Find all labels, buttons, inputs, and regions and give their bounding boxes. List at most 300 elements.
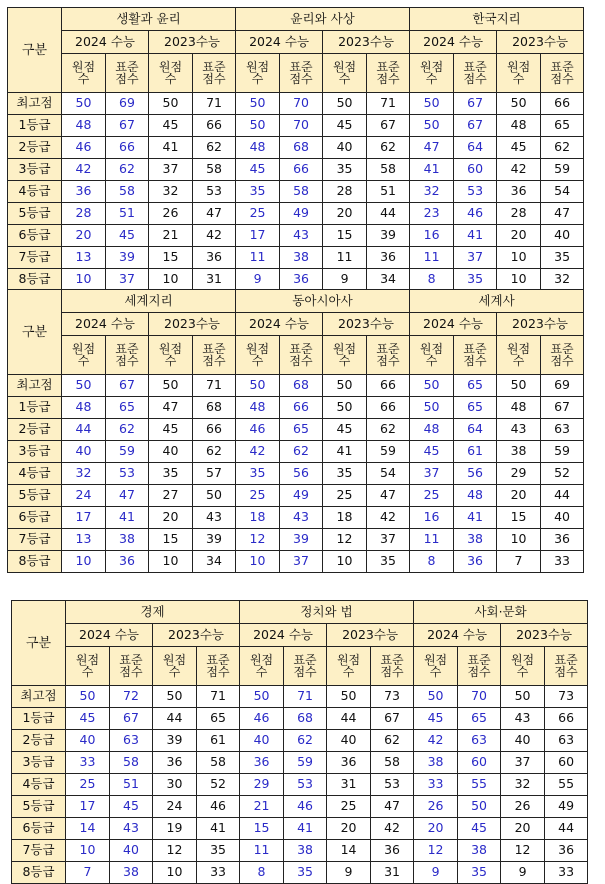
std-score-2024: 60 — [454, 159, 497, 181]
subject-header: 한국지리 — [410, 8, 584, 31]
raw-score-2024: 48 — [410, 419, 454, 441]
table-row — [8, 551, 584, 573]
header-line: 원점 — [158, 342, 183, 356]
raw-score-2023: 43 — [497, 419, 541, 441]
raw-score-2024: 50 — [410, 93, 454, 115]
raw-score-2024: 41 — [410, 159, 454, 181]
std-score-2024: 36 — [280, 269, 323, 291]
grade-cut-table — [11, 600, 588, 884]
raw-score-2023: 20 — [497, 225, 541, 247]
year-2023-header: 2023수능 — [149, 31, 236, 54]
std-score-2024: 41 — [454, 225, 497, 247]
raw-score-2024: 25 — [236, 203, 280, 225]
std-score-2024: 48 — [454, 485, 497, 507]
raw-score-2023: 50 — [323, 397, 367, 419]
grade-cut-table — [7, 7, 584, 291]
grade-label: 1등급 — [12, 708, 66, 730]
table-row — [8, 137, 584, 159]
std-score-2024: 70 — [458, 686, 501, 708]
header-line: 점수 — [463, 354, 487, 368]
table-row — [8, 507, 584, 529]
raw-score-2023: 10 — [149, 551, 193, 573]
table-row — [8, 441, 584, 463]
std-score-2024: 67 — [454, 93, 497, 115]
raw-score-2024: 23 — [410, 203, 454, 225]
std-score-2024: 40 — [110, 840, 153, 862]
std-score-2023: 54 — [367, 463, 410, 485]
year-2024-header: 2024 수능 — [62, 313, 149, 336]
std-score-2024: 43 — [280, 507, 323, 529]
header-line: 수 — [425, 72, 438, 86]
raw-score-2023: 15 — [497, 507, 541, 529]
raw-score-2023: 32 — [149, 181, 193, 203]
raw-score-header — [410, 54, 454, 93]
raw-score-2023: 10 — [497, 247, 541, 269]
header-line: 원점 — [332, 60, 357, 74]
raw-score-header — [149, 54, 193, 93]
table-row — [8, 181, 584, 203]
std-score-2024: 53 — [284, 774, 327, 796]
raw-score-2023: 50 — [327, 686, 371, 708]
header-line: 표준 — [376, 342, 400, 356]
std-score-2023: 52 — [197, 774, 240, 796]
std-score-2023: 35 — [541, 247, 584, 269]
std-score-2024: 58 — [280, 181, 323, 203]
raw-score-2024: 50 — [66, 686, 110, 708]
year-2023-header: 2023수능 — [149, 313, 236, 336]
std-score-2024: 53 — [454, 181, 497, 203]
header-line: 원점 — [245, 60, 270, 74]
table-row — [12, 818, 588, 840]
header-line: 수 — [429, 665, 442, 679]
std-score-2024: 49 — [280, 485, 323, 507]
raw-score-2023: 36 — [327, 752, 371, 774]
table-row — [8, 93, 584, 115]
category-header: 구분 — [8, 8, 62, 93]
header-line: 표준 — [550, 342, 574, 356]
std-score-2024: 55 — [458, 774, 501, 796]
raw-score-2023: 26 — [501, 796, 545, 818]
std-score-2023: 47 — [541, 203, 584, 225]
raw-score-2023: 24 — [153, 796, 197, 818]
std-score-2023: 66 — [545, 708, 588, 730]
subject-header: 경제 — [66, 601, 240, 624]
header-line: 점수 — [293, 665, 317, 679]
std-score-2023: 47 — [371, 796, 414, 818]
std-score-2023: 73 — [371, 686, 414, 708]
table-row — [12, 686, 588, 708]
raw-score-2023: 19 — [153, 818, 197, 840]
std-score-2024: 43 — [280, 225, 323, 247]
grade-label: 7등급 — [8, 529, 62, 551]
raw-score-2023: 44 — [153, 708, 197, 730]
raw-score-2023: 44 — [327, 708, 371, 730]
subject-header: 사회·문화 — [414, 601, 588, 624]
raw-score-2023: 10 — [153, 862, 197, 884]
header-line: 점수 — [380, 665, 404, 679]
std-score-2024: 38 — [280, 247, 323, 269]
std-score-2024: 65 — [280, 419, 323, 441]
raw-score-2023: 20 — [497, 485, 541, 507]
grade-label: 최고점 — [8, 93, 62, 115]
raw-score-2024: 45 — [236, 159, 280, 181]
score-table-3 — [11, 600, 588, 884]
std-score-2023: 71 — [197, 686, 240, 708]
grade-label: 8등급 — [8, 269, 62, 291]
grade-label: 7등급 — [12, 840, 66, 862]
table-row — [12, 840, 588, 862]
raw-score-2024: 8 — [240, 862, 284, 884]
raw-score-2024: 17 — [66, 796, 110, 818]
std-score-2024: 67 — [454, 115, 497, 137]
raw-score-2024: 50 — [236, 375, 280, 397]
raw-score-2023: 41 — [323, 441, 367, 463]
year-2023-header: 2023수능 — [501, 624, 588, 647]
std-score-2023: 62 — [371, 730, 414, 752]
table-row — [12, 752, 588, 774]
std-score-2024: 37 — [280, 551, 323, 573]
header-line: 수 — [251, 72, 264, 86]
year-2023-header: 2023수능 — [497, 313, 584, 336]
raw-score-2024: 35 — [236, 181, 280, 203]
std-score-2024: 65 — [106, 397, 149, 419]
grade-label: 6등급 — [8, 225, 62, 247]
raw-score-2023: 32 — [501, 774, 545, 796]
std-score-2024: 60 — [458, 752, 501, 774]
raw-score-2023: 10 — [497, 269, 541, 291]
year-2024-header: 2024 수능 — [66, 624, 153, 647]
std-score-2023: 66 — [541, 93, 584, 115]
std-score-2024: 35 — [454, 269, 497, 291]
raw-score-2024: 42 — [236, 441, 280, 463]
table-row — [12, 774, 588, 796]
header-line: 수 — [338, 72, 351, 86]
category-header: 구분 — [8, 290, 62, 375]
standard-score-header — [193, 54, 236, 93]
raw-score-2024: 21 — [240, 796, 284, 818]
raw-score-2023: 40 — [323, 137, 367, 159]
std-score-2024: 45 — [458, 818, 501, 840]
std-score-2023: 66 — [193, 115, 236, 137]
std-score-2023: 35 — [197, 840, 240, 862]
std-score-2023: 44 — [367, 203, 410, 225]
std-score-2024: 56 — [454, 463, 497, 485]
std-score-2024: 49 — [280, 203, 323, 225]
standard-score-header — [193, 336, 236, 375]
std-score-2024: 62 — [284, 730, 327, 752]
std-score-2023: 51 — [367, 181, 410, 203]
std-score-2023: 59 — [367, 441, 410, 463]
std-score-2023: 31 — [193, 269, 236, 291]
std-score-2023: 66 — [367, 375, 410, 397]
raw-score-2024: 50 — [62, 93, 106, 115]
raw-score-2023: 50 — [497, 375, 541, 397]
raw-score-header — [497, 336, 541, 375]
raw-score-2024: 17 — [236, 225, 280, 247]
header-line: 원점 — [507, 60, 531, 74]
raw-score-header — [410, 336, 454, 375]
raw-score-2023: 48 — [497, 397, 541, 419]
raw-score-header — [240, 647, 284, 686]
raw-score-header — [62, 336, 106, 375]
year-2024-header: 2024 수능 — [62, 31, 149, 54]
subject-header: 생활과 윤리 — [62, 8, 236, 31]
subject-header: 세계사 — [410, 290, 584, 313]
table-row — [12, 730, 588, 752]
std-score-2024: 71 — [284, 686, 327, 708]
header-line: 점수 — [202, 72, 226, 86]
header-line: 수 — [512, 354, 525, 368]
std-score-2024: 61 — [454, 441, 497, 463]
std-score-2023: 58 — [367, 159, 410, 181]
std-score-2023: 53 — [193, 181, 236, 203]
std-score-2023: 36 — [545, 840, 588, 862]
std-score-2024: 66 — [280, 397, 323, 419]
raw-score-2024: 46 — [240, 708, 284, 730]
table-row — [8, 247, 584, 269]
raw-score-2024: 50 — [410, 115, 454, 137]
grade-label: 3등급 — [8, 441, 62, 463]
subject-header: 윤리와 사상 — [236, 8, 410, 31]
header-line: 수 — [77, 72, 90, 86]
raw-score-2023: 15 — [323, 225, 367, 247]
std-score-2024: 38 — [284, 840, 327, 862]
std-score-2024: 38 — [454, 529, 497, 551]
grade-label: 2등급 — [12, 730, 66, 752]
raw-score-2023: 7 — [497, 551, 541, 573]
raw-score-header — [66, 647, 110, 686]
grade-label: 3등급 — [12, 752, 66, 774]
raw-score-2023: 50 — [323, 375, 367, 397]
grade-label: 2등급 — [8, 419, 62, 441]
standard-score-header — [541, 336, 584, 375]
raw-score-2023: 39 — [153, 730, 197, 752]
raw-score-2023: 47 — [149, 397, 193, 419]
header-line: 표준 — [293, 653, 317, 667]
std-score-2023: 40 — [541, 507, 584, 529]
std-score-2023: 33 — [541, 551, 584, 573]
header-line: 점수 — [463, 72, 487, 86]
raw-score-2023: 50 — [149, 375, 193, 397]
header-line: 원점 — [75, 653, 100, 667]
grade-label: 6등급 — [12, 818, 66, 840]
std-score-2024: 67 — [110, 708, 153, 730]
table-row — [12, 796, 588, 818]
std-score-2023: 39 — [367, 225, 410, 247]
std-score-2023: 36 — [193, 247, 236, 269]
grade-label: 6등급 — [8, 507, 62, 529]
raw-score-header — [501, 647, 545, 686]
raw-score-2023: 28 — [497, 203, 541, 225]
raw-score-2024: 11 — [410, 529, 454, 551]
raw-score-2024: 20 — [62, 225, 106, 247]
header-line: 표준 — [463, 60, 487, 74]
header-line: 표준 — [380, 653, 404, 667]
raw-score-2023: 35 — [149, 463, 193, 485]
std-score-2024: 59 — [284, 752, 327, 774]
header-line: 표준 — [550, 60, 574, 74]
raw-score-2023: 15 — [149, 247, 193, 269]
std-score-2024: 65 — [458, 708, 501, 730]
year-2023-header: 2023수능 — [327, 624, 414, 647]
grade-label: 최고점 — [8, 375, 62, 397]
grade-label: 최고점 — [12, 686, 66, 708]
standard-score-header — [454, 336, 497, 375]
raw-score-2024: 16 — [410, 225, 454, 247]
raw-score-2024: 10 — [236, 551, 280, 573]
raw-score-2023: 30 — [153, 774, 197, 796]
raw-score-2024: 12 — [236, 529, 280, 551]
year-2023-header: 2023수능 — [323, 31, 410, 54]
raw-score-2024: 8 — [410, 551, 454, 573]
grade-label: 5등급 — [8, 485, 62, 507]
std-score-2024: 51 — [106, 203, 149, 225]
std-score-2023: 71 — [367, 93, 410, 115]
std-score-2024: 63 — [458, 730, 501, 752]
raw-score-2023: 35 — [323, 159, 367, 181]
raw-score-2024: 45 — [410, 441, 454, 463]
std-score-2024: 56 — [280, 463, 323, 485]
header-line: 수 — [342, 665, 355, 679]
header-line: 표준 — [115, 60, 139, 74]
raw-score-2024: 50 — [410, 375, 454, 397]
raw-score-2024: 9 — [236, 269, 280, 291]
raw-score-2023: 20 — [327, 818, 371, 840]
grade-label: 5등급 — [12, 796, 66, 818]
raw-score-2024: 33 — [414, 774, 458, 796]
raw-score-2024: 15 — [240, 818, 284, 840]
raw-score-2023: 45 — [323, 115, 367, 137]
raw-score-header — [62, 54, 106, 93]
std-score-2024: 46 — [454, 203, 497, 225]
std-score-2023: 59 — [541, 441, 584, 463]
standard-score-header — [454, 54, 497, 93]
raw-score-2024: 11 — [236, 247, 280, 269]
std-score-2023: 44 — [545, 818, 588, 840]
header-line: 표준 — [554, 653, 578, 667]
raw-score-2024: 40 — [66, 730, 110, 752]
raw-score-2024: 8 — [410, 269, 454, 291]
raw-score-2023: 11 — [323, 247, 367, 269]
raw-score-2023: 37 — [149, 159, 193, 181]
std-score-2023: 71 — [193, 93, 236, 115]
std-score-2023: 34 — [367, 269, 410, 291]
raw-score-2024: 40 — [240, 730, 284, 752]
header-line: 수 — [164, 72, 177, 86]
std-score-2023: 37 — [367, 529, 410, 551]
raw-score-2023: 45 — [497, 137, 541, 159]
raw-score-2024: 10 — [66, 840, 110, 862]
raw-score-2024: 38 — [414, 752, 458, 774]
standard-score-header — [541, 54, 584, 93]
std-score-2024: 45 — [110, 796, 153, 818]
raw-score-2023: 15 — [149, 529, 193, 551]
std-score-2023: 68 — [193, 397, 236, 419]
raw-score-2023: 18 — [323, 507, 367, 529]
raw-score-2023: 9 — [323, 269, 367, 291]
std-score-2024: 62 — [106, 419, 149, 441]
raw-score-2024: 40 — [62, 441, 106, 463]
raw-score-2023: 20 — [501, 818, 545, 840]
header-line: 표준 — [202, 342, 226, 356]
raw-score-2023: 35 — [323, 463, 367, 485]
header-line: 원점 — [158, 60, 183, 74]
std-score-2024: 39 — [280, 529, 323, 551]
std-score-2024: 67 — [106, 375, 149, 397]
std-score-2024: 38 — [106, 529, 149, 551]
raw-score-2023: 40 — [327, 730, 371, 752]
raw-score-2023: 50 — [497, 93, 541, 115]
raw-score-2024: 50 — [240, 686, 284, 708]
raw-score-2024: 20 — [414, 818, 458, 840]
std-score-2023: 54 — [541, 181, 584, 203]
std-score-2023: 36 — [371, 840, 414, 862]
raw-score-header — [323, 54, 367, 93]
std-score-2023: 58 — [197, 752, 240, 774]
grade-label: 2등급 — [8, 137, 62, 159]
raw-score-2023: 36 — [153, 752, 197, 774]
raw-score-2024: 35 — [236, 463, 280, 485]
header-line: 점수 — [550, 354, 574, 368]
std-score-2024: 58 — [110, 752, 153, 774]
table-row — [12, 862, 588, 884]
raw-score-2024: 13 — [62, 247, 106, 269]
standard-score-header — [197, 647, 240, 686]
header-line: 점수 — [289, 354, 313, 368]
raw-score-2023: 36 — [497, 181, 541, 203]
std-score-2023: 67 — [371, 708, 414, 730]
raw-score-2024: 24 — [62, 485, 106, 507]
standard-score-header — [280, 336, 323, 375]
subject-header: 정치와 법 — [240, 601, 414, 624]
table-row — [8, 225, 584, 247]
std-score-2023: 47 — [367, 485, 410, 507]
header-line: 수 — [77, 354, 90, 368]
standard-score-header — [284, 647, 327, 686]
std-score-2023: 59 — [541, 159, 584, 181]
raw-score-2024: 50 — [414, 686, 458, 708]
header-line: 표준 — [463, 342, 487, 356]
table-row — [8, 485, 584, 507]
standard-score-header — [106, 336, 149, 375]
header-line: 표준 — [289, 342, 313, 356]
grade-label: 3등급 — [8, 159, 62, 181]
std-score-2023: 49 — [545, 796, 588, 818]
raw-score-2023: 40 — [149, 441, 193, 463]
raw-score-header — [236, 54, 280, 93]
header-line: 원점 — [332, 342, 357, 356]
raw-score-2024: 47 — [410, 137, 454, 159]
raw-score-2024: 48 — [62, 115, 106, 137]
std-score-2023: 41 — [197, 818, 240, 840]
standard-score-header — [545, 647, 588, 686]
raw-score-2023: 41 — [149, 137, 193, 159]
std-score-2024: 68 — [280, 137, 323, 159]
raw-score-2024: 18 — [236, 507, 280, 529]
year-2024-header: 2024 수능 — [410, 313, 497, 336]
grade-label: 5등급 — [8, 203, 62, 225]
grade-label: 4등급 — [8, 463, 62, 485]
raw-score-2024: 17 — [62, 507, 106, 529]
raw-score-2023: 37 — [501, 752, 545, 774]
std-score-2023: 53 — [371, 774, 414, 796]
header-line: 표준 — [467, 653, 491, 667]
header-line: 표준 — [202, 60, 226, 74]
raw-score-2023: 50 — [501, 686, 545, 708]
std-score-2024: 65 — [454, 375, 497, 397]
raw-score-2023: 29 — [497, 463, 541, 485]
header-line: 원점 — [423, 653, 448, 667]
